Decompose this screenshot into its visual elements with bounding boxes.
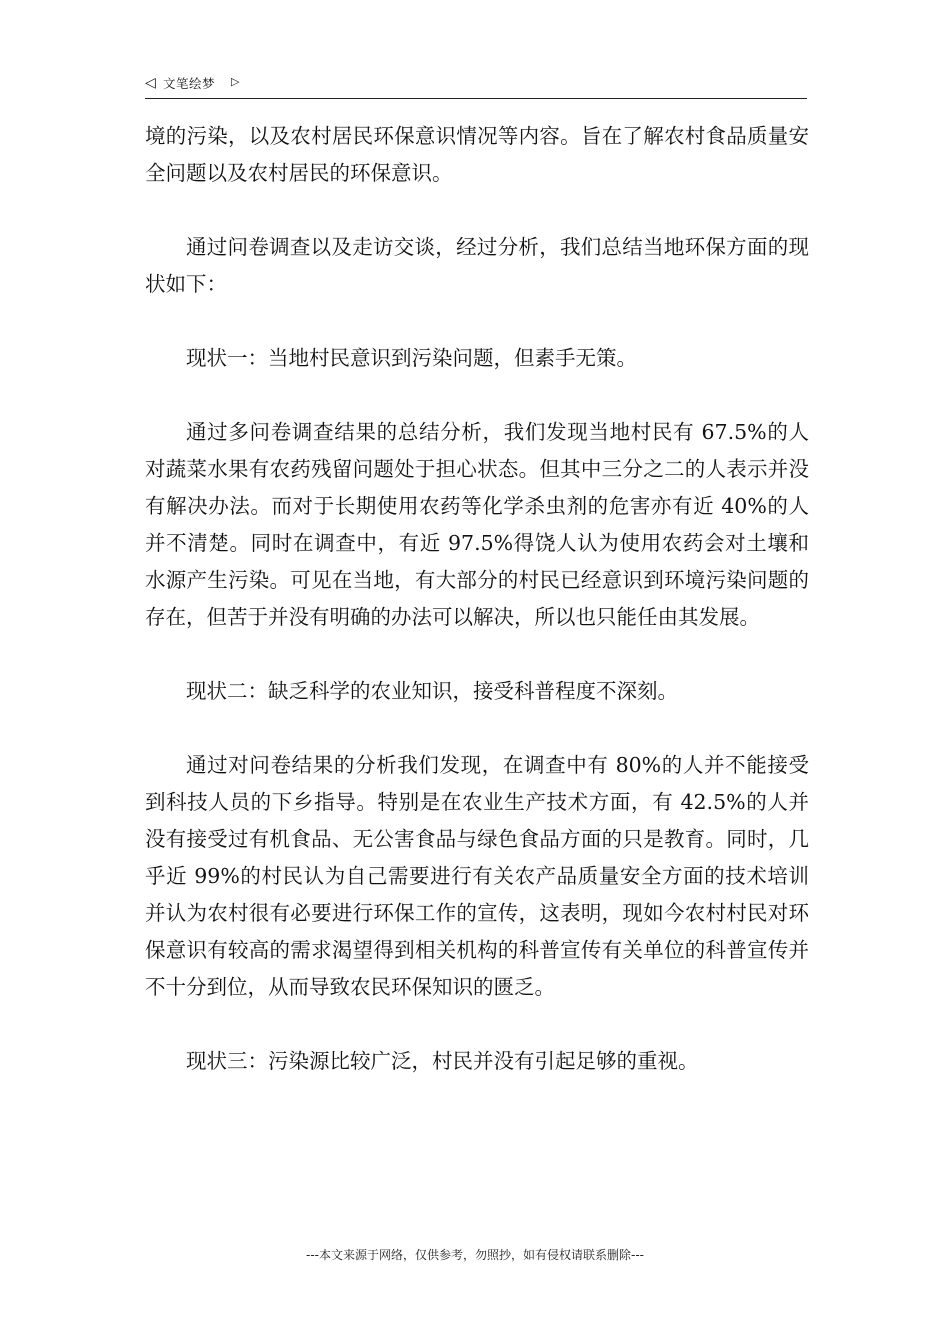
paragraph-status-one: 通过多问卷调查结果的总结分析，我们发现当地村民有 67.5%的人对蔬菜水果有农药残留问题处于担心状态。但其中三分之二的人表示并没有解决办法。而对于长期使用农药等化学杀虫剂的危害亦有近 40%的人并不清楚。同时在调查中，有近 97.5%得饶人认为使用农药会对土壤和水源产生污染。可见在当地，有大部分的村民已经意识到环境污染问题的存在，但苦于并没有明确的办法可以解决，所以也只能任由其发展。	[145, 420, 809, 629]
page-footer: ---本文来源于网络，仅供参考，勿照抄，如有侵权请联系删除---	[306, 1248, 644, 1262]
paragraph-intro: 通过问卷调查以及走访交谈，经过分析，我们总结当地环保方面的现状如下：	[145, 235, 809, 296]
heading-status-one: 现状一：当地村民意识到污染问题，但素手无策。	[186, 346, 637, 370]
paragraph-status-two: 通过对问卷结果的分析我们发现，在调查中有 80%的人并不能接受到科技人员的下乡指导。特别是在农业生产技术方面，有 42.5%的人并没有接受过有机食品、无公害食品与绿色食品方面的只是教育。同时，几乎近 99%的村民认为自己需要进行有关农产品质量安全方面的技术培训并认为农村很有必要进行环保工作的宣传，这表明，现如今农村村民对环保意识有较高的需求渴望得到相关机构的科普宣传有关单位的科普宣传并不十分到位，从而导致农民环保知识的匮乏。	[145, 753, 809, 999]
header-title: 文笔绘梦	[163, 76, 216, 91]
right-triangle-icon: ▷	[231, 75, 240, 88]
left-triangle-icon: ◁	[145, 75, 156, 91]
paragraph-continuation: 境的污染，以及农村居民环保意识情况等内容。旨在了解农村食品质量安全问题以及农村居民的环保意识。	[145, 124, 809, 185]
document-body	[145, 118, 809, 1117]
heading-status-two: 现状二：缺乏科学的农业知识，接受科普程度不深刻。	[186, 679, 678, 703]
heading-status-three: 现状三：污染源比较广泛，村民并没有引起足够的重视。	[186, 1049, 699, 1073]
page-header	[145, 72, 807, 99]
